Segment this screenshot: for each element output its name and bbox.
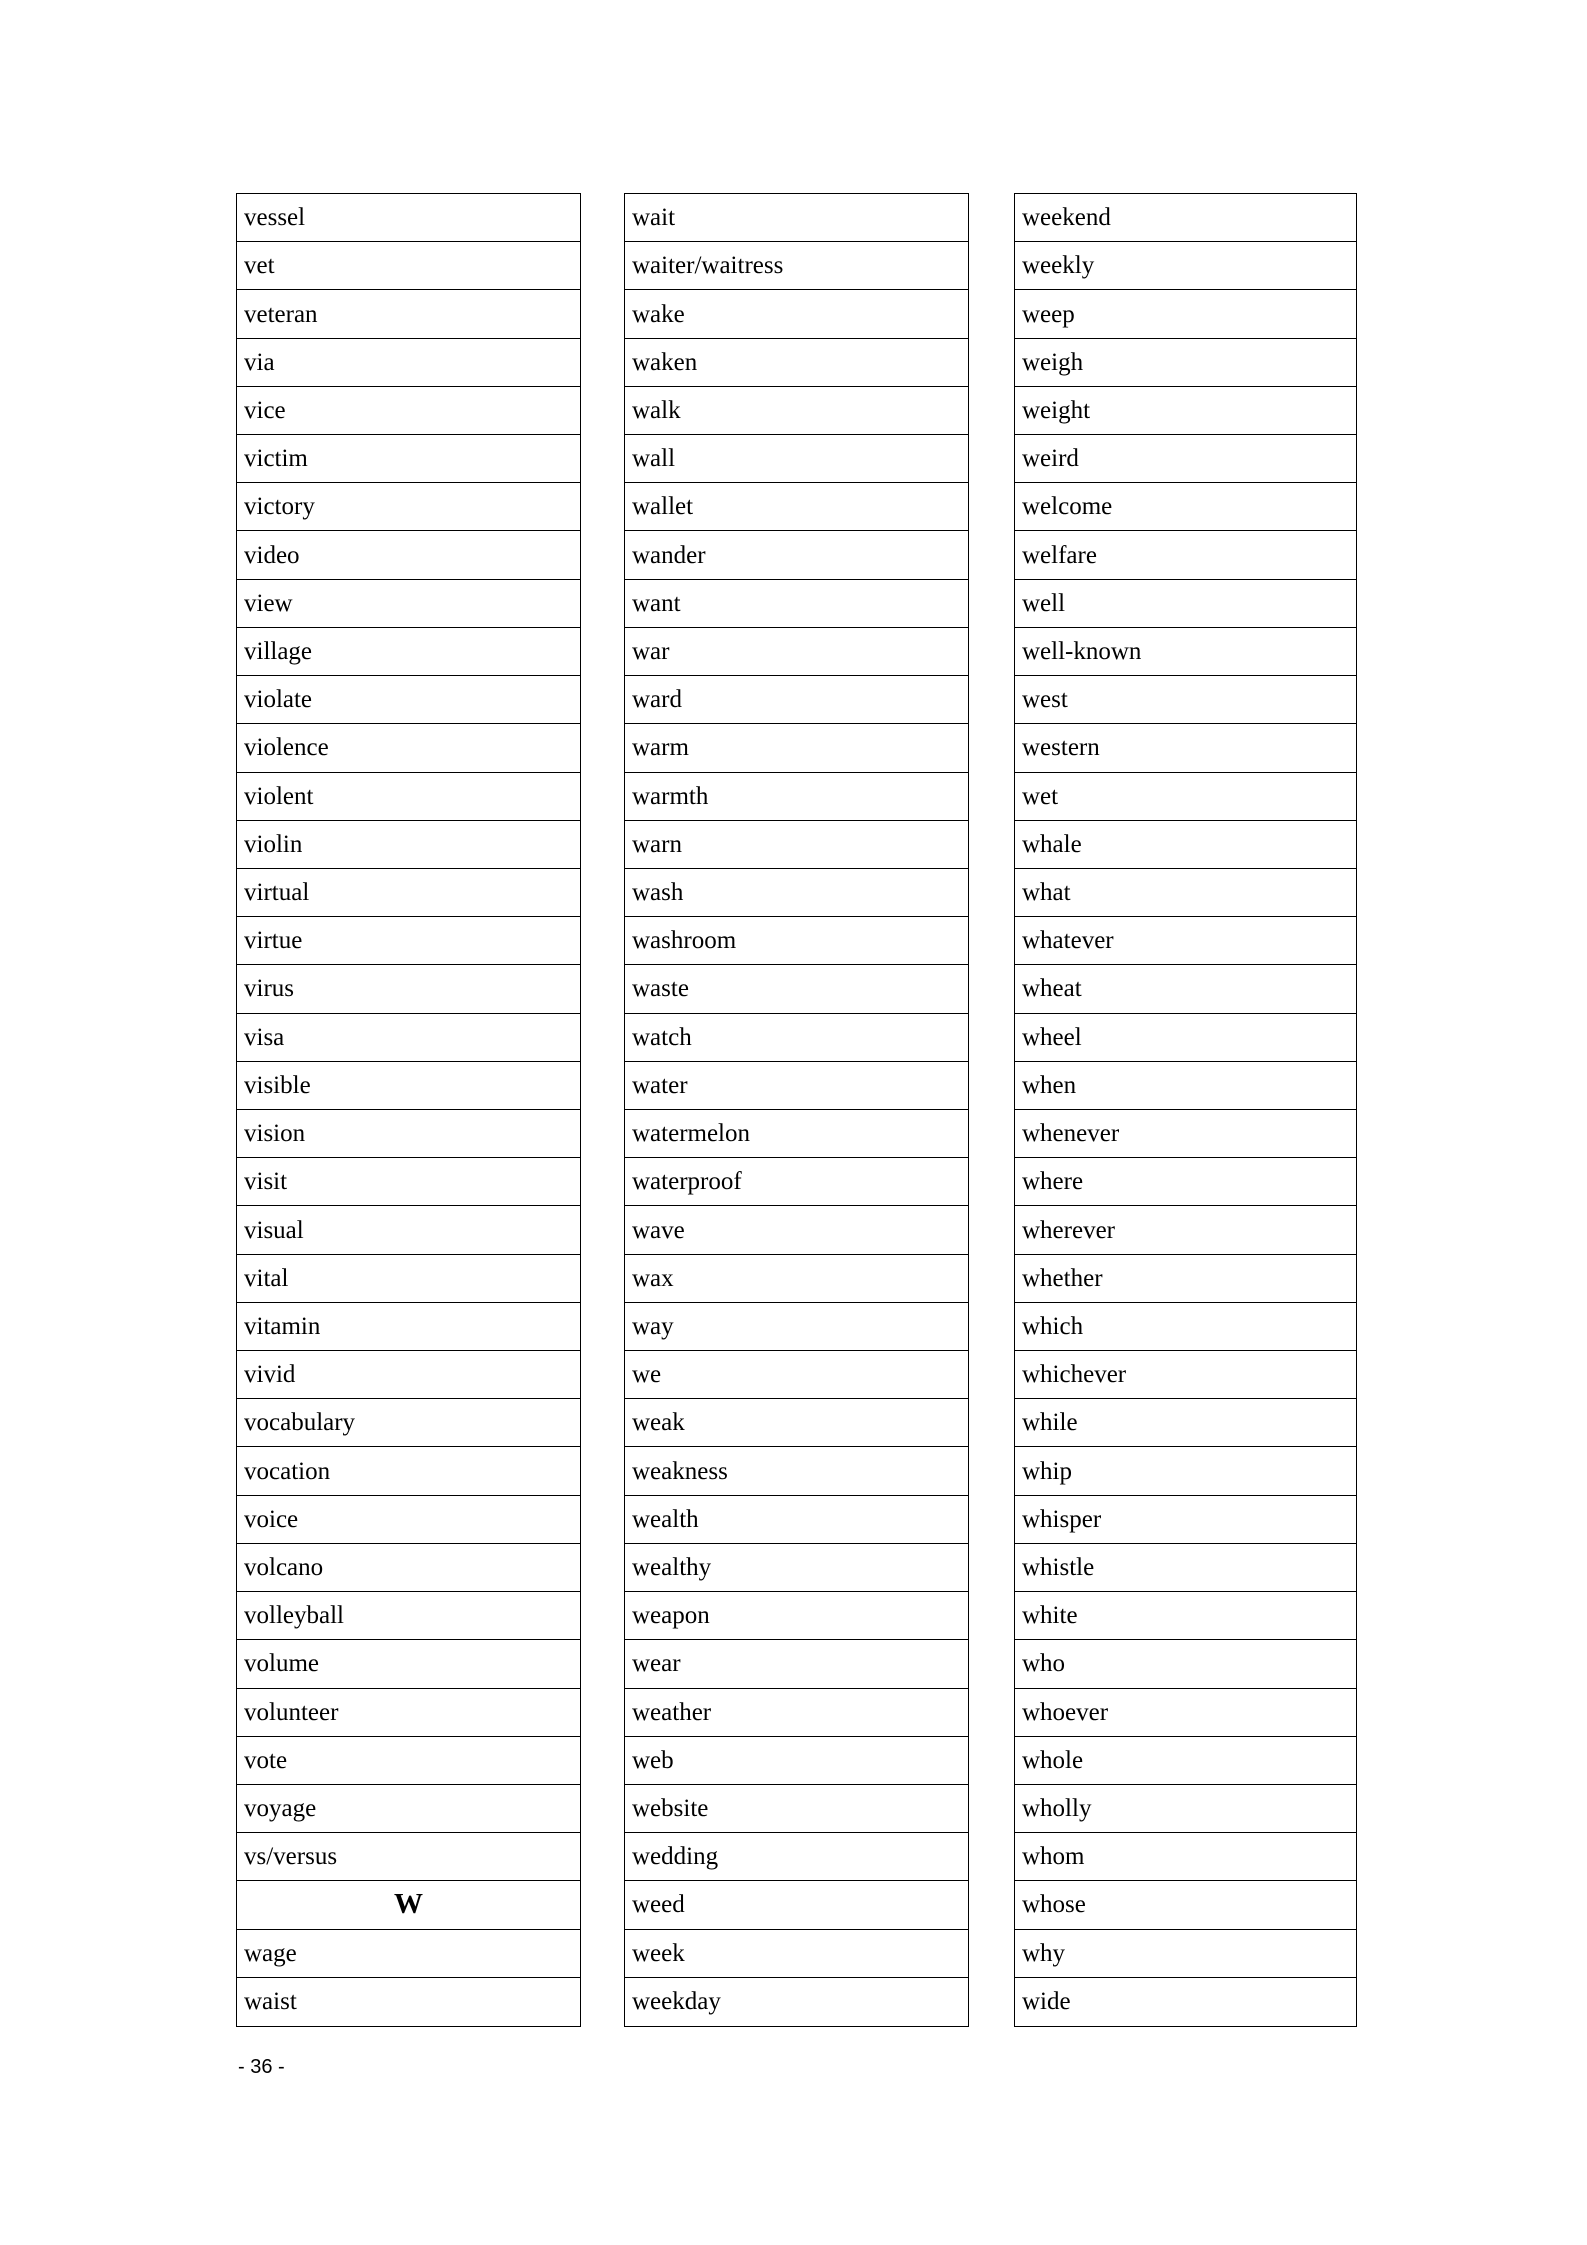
word-cell: waterproof <box>625 1158 968 1206</box>
word-cell: vessel <box>237 194 580 242</box>
word-cell: wealth <box>625 1496 968 1544</box>
word-cell: wake <box>625 290 968 338</box>
word-cell: whom <box>1015 1833 1356 1881</box>
word-cell: wall <box>625 435 968 483</box>
word-cell: wedding <box>625 1833 968 1881</box>
word-cell: village <box>237 628 580 676</box>
word-cell: volcano <box>237 1544 580 1592</box>
word-cell: whoever <box>1015 1689 1356 1737</box>
word-cell: want <box>625 580 968 628</box>
word-cell: why <box>1015 1930 1356 1978</box>
word-cell: vocabulary <box>237 1399 580 1447</box>
word-cell: week <box>625 1930 968 1978</box>
word-cell: wheel <box>1015 1014 1356 1062</box>
word-cell: violate <box>237 676 580 724</box>
word-cell: watermelon <box>625 1110 968 1158</box>
word-cell: wait <box>625 194 968 242</box>
word-cell: voice <box>237 1496 580 1544</box>
word-cell: wholly <box>1015 1785 1356 1833</box>
word-cell: walk <box>625 387 968 435</box>
word-cell: violence <box>237 724 580 772</box>
word-cell: weekend <box>1015 194 1356 242</box>
word-cell: wage <box>237 1930 580 1978</box>
word-cell: victim <box>237 435 580 483</box>
word-cell: wet <box>1015 773 1356 821</box>
word-cell: vivid <box>237 1351 580 1399</box>
word-cell: weapon <box>625 1592 968 1640</box>
page-number: - 36 - <box>238 2056 285 2078</box>
word-cell: vs/versus <box>237 1833 580 1881</box>
word-cell: way <box>625 1303 968 1351</box>
word-cell: weekday <box>632 1988 721 2016</box>
word-cell: while <box>1015 1399 1356 1447</box>
word-cell: washroom <box>625 917 968 965</box>
word-cell: virus <box>237 965 580 1013</box>
word-cell: visual <box>237 1206 580 1254</box>
word-cell: vocation <box>237 1447 580 1495</box>
word-cell: when <box>1015 1062 1356 1110</box>
word-cell: watch <box>625 1014 968 1062</box>
word-cell: we <box>625 1351 968 1399</box>
word-cell: western <box>1015 724 1356 772</box>
word-cell: which <box>1015 1303 1356 1351</box>
word-cell: weight <box>1015 387 1356 435</box>
word-cell: warmth <box>625 773 968 821</box>
word-cell: volunteer <box>237 1689 580 1737</box>
word-cell: vote <box>237 1737 580 1785</box>
word-table-column-2 <box>624 193 969 2027</box>
word-cell: west <box>1015 676 1356 724</box>
word-cell: volleyball <box>237 1592 580 1640</box>
word-cell: whatever <box>1015 917 1356 965</box>
word-cell: violin <box>237 821 580 869</box>
word-cell: welcome <box>1015 483 1356 531</box>
word-cell: weekly <box>1015 242 1356 290</box>
word-cell: well-known <box>1015 628 1356 676</box>
word-cell: virtual <box>237 869 580 917</box>
word-cell: weigh <box>1015 339 1356 387</box>
word-cell: view <box>237 580 580 628</box>
word-cell: wave <box>625 1206 968 1254</box>
word-cell: wax <box>625 1255 968 1303</box>
word-cell: waist <box>244 1988 297 2016</box>
section-header-w: W <box>237 1881 580 1929</box>
word-cell: visit <box>237 1158 580 1206</box>
word-cell: whichever <box>1015 1351 1356 1399</box>
word-cell: whip <box>1015 1447 1356 1495</box>
word-cell: whether <box>1015 1255 1356 1303</box>
word-cell: who <box>1015 1640 1356 1688</box>
word-cell: wallet <box>625 483 968 531</box>
word-cell: veteran <box>237 290 580 338</box>
word-cell: virtue <box>237 917 580 965</box>
word-cell: weather <box>625 1689 968 1737</box>
word-cell: wherever <box>1015 1206 1356 1254</box>
word-cell: wander <box>625 531 968 579</box>
word-cell: waste <box>625 965 968 1013</box>
word-cell: website <box>625 1785 968 1833</box>
word-cell: volume <box>237 1640 580 1688</box>
word-cell: white <box>1015 1592 1356 1640</box>
word-cell: visible <box>237 1062 580 1110</box>
word-cell: well <box>1015 580 1356 628</box>
word-cell: wide <box>1022 1988 1071 2016</box>
word-cell: ward <box>625 676 968 724</box>
word-cell: vision <box>237 1110 580 1158</box>
word-cell: visa <box>237 1014 580 1062</box>
word-cell: vice <box>237 387 580 435</box>
word-cell: whistle <box>1015 1544 1356 1592</box>
word-cell: whole <box>1015 1737 1356 1785</box>
word-cell: web <box>625 1737 968 1785</box>
word-cell: water <box>625 1062 968 1110</box>
word-cell: whenever <box>1015 1110 1356 1158</box>
word-cell: weed <box>625 1881 968 1929</box>
word-cell: violent <box>237 773 580 821</box>
word-cell: what <box>1015 869 1356 917</box>
word-cell: wealthy <box>625 1544 968 1592</box>
word-cell: weep <box>1015 290 1356 338</box>
word-cell: via <box>237 339 580 387</box>
word-cell: whisper <box>1015 1496 1356 1544</box>
word-cell: wash <box>625 869 968 917</box>
word-table-column-1 <box>236 193 581 2027</box>
word-cell: vitamin <box>237 1303 580 1351</box>
word-cell: warm <box>625 724 968 772</box>
word-cell: wheat <box>1015 965 1356 1013</box>
word-cell: war <box>625 628 968 676</box>
word-cell: welfare <box>1015 531 1356 579</box>
word-cell: weird <box>1015 435 1356 483</box>
word-cell: weak <box>625 1399 968 1447</box>
word-cell: voyage <box>237 1785 580 1833</box>
word-cell: victory <box>237 483 580 531</box>
word-cell: weakness <box>625 1447 968 1495</box>
word-cell: warn <box>625 821 968 869</box>
word-cell: vet <box>237 242 580 290</box>
word-cell: whale <box>1015 821 1356 869</box>
word-table-column-3 <box>1014 193 1357 2027</box>
word-cell: whose <box>1015 1881 1356 1929</box>
word-cell: vital <box>237 1255 580 1303</box>
word-cell: waiter/waitress <box>625 242 968 290</box>
word-cell: waken <box>625 339 968 387</box>
word-cell: where <box>1015 1158 1356 1206</box>
word-cell: video <box>237 531 580 579</box>
word-cell: wear <box>625 1640 968 1688</box>
